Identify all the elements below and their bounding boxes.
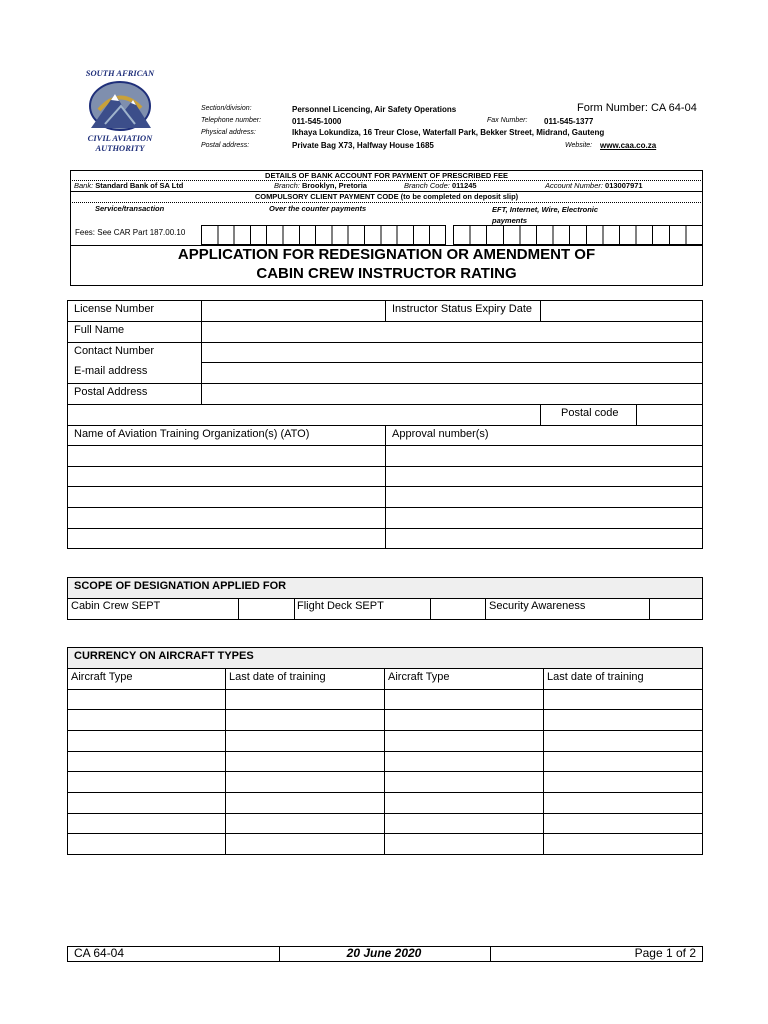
postal-address-field[interactable] xyxy=(202,384,702,404)
caa-logo xyxy=(78,68,162,156)
counter-payment-code-boxes[interactable] xyxy=(201,225,446,245)
postal-address-label: Postal address: xyxy=(201,142,250,149)
section-value: Personnel Licencing, Air Safety Operations xyxy=(292,105,457,114)
branch-value: Brooklyn, Pretoria xyxy=(301,181,367,190)
eft-payments-label: EFT, Internet, Wire, Electronic payments xyxy=(492,205,599,225)
mountain-globe-icon xyxy=(85,80,155,132)
approval-number-header: Approval number(s) xyxy=(392,428,489,440)
logo-text-top: SOUTH AFRICAN xyxy=(85,68,155,78)
security-awareness-label: Security Awareness xyxy=(489,600,586,612)
footer-form-code: CA 64-04 xyxy=(74,946,125,960)
currency-title: CURRENCY ON AIRCRAFT TYPES xyxy=(74,650,254,662)
currency-col-aircraft-type-2: Aircraft Type xyxy=(388,671,450,683)
section-label: Section/division: xyxy=(201,105,252,112)
ato-name-header: Name of Aviation Training Organization(s) (ATO) xyxy=(74,428,310,440)
branch-code-label: Branch Code: xyxy=(404,181,450,190)
branch-label: Branch: xyxy=(274,181,300,190)
currency-col-last-training-1: Last date of training xyxy=(229,671,326,683)
payment-code-title: COMPULSORY CLIENT PAYMENT CODE (to be completed on deposit slip) xyxy=(254,192,519,201)
website-link[interactable]: www.caa.co.za xyxy=(600,141,657,150)
account-number-value: 013007971 xyxy=(605,181,643,190)
contact-number-field[interactable] xyxy=(202,343,702,362)
postal-code-label: Postal code xyxy=(561,407,619,419)
physical-address-value: Ikhaya Lokundiza, 16 Treur Close, Waterfall Park, Bekker Street, Midrand, Gauteng xyxy=(292,128,605,137)
footer-date: 20 June 2020 xyxy=(346,946,422,960)
email-label: E-mail address xyxy=(74,365,148,377)
telephone-value: 011-545-1000 xyxy=(292,117,342,126)
footer-page-number: Page 1 of 2 xyxy=(634,946,696,960)
form-number: Form Number: CA 64-04 xyxy=(577,102,697,114)
expiry-date-label: Instructor Status Expiry Date xyxy=(392,303,532,315)
currency-col-last-training-2: Last date of training xyxy=(547,671,644,683)
form-title-line1: APPLICATION FOR REDESIGNATION OR AMENDMENT OF xyxy=(177,246,596,263)
flight-deck-sept-label: Flight Deck SEPT xyxy=(297,600,384,612)
postal-address-value: Private Bag X73, Halfway House 1685 xyxy=(292,141,434,150)
contact-number-label: Contact Number xyxy=(74,345,155,357)
expiry-date-field[interactable] xyxy=(541,301,702,321)
license-number-label: License Number xyxy=(74,303,155,315)
currency-col-aircraft-type-1: Aircraft Type xyxy=(71,671,133,683)
fax-value: 011-545-1377 xyxy=(544,117,594,126)
website-label: Website: xyxy=(565,142,593,149)
logo-text-authority: AUTHORITY xyxy=(95,143,145,153)
email-field[interactable] xyxy=(202,363,702,383)
postal-address-label-field: Postal Address xyxy=(74,386,148,398)
license-number-field[interactable] xyxy=(202,301,386,321)
full-name-field[interactable] xyxy=(202,322,702,342)
logo-text-civil: CIVIL AVIATION xyxy=(87,133,153,143)
postal-code-field[interactable] xyxy=(637,405,702,425)
fees-label: Fees: See CAR Part 187.00.10 xyxy=(75,228,186,237)
account-number-label: Account Number: xyxy=(545,181,603,190)
telephone-label: Telephone number: xyxy=(201,117,262,124)
security-awareness-checkbox[interactable] xyxy=(650,599,702,619)
fax-label: Fax Number: xyxy=(487,117,528,124)
cabin-crew-sept-label: Cabin Crew SEPT xyxy=(71,600,161,612)
cabin-crew-sept-checkbox[interactable] xyxy=(239,599,293,619)
scope-title: SCOPE OF DESIGNATION APPLIED FOR xyxy=(74,580,287,592)
bank-details-title: DETAILS OF BANK ACCOUNT FOR PAYMENT OF PRESCRIBED FEE xyxy=(265,171,508,180)
postal-address-field-line2[interactable] xyxy=(68,405,540,425)
bank-label: Bank: xyxy=(74,181,94,190)
full-name-label: Full Name xyxy=(74,324,125,336)
branch-code-value: 011245 xyxy=(451,181,477,190)
bank-value: Standard Bank of SA Ltd xyxy=(95,181,184,190)
flight-deck-sept-checkbox[interactable] xyxy=(431,599,485,619)
form-title-line2: CABIN CREW INSTRUCTOR RATING xyxy=(256,265,517,282)
eft-payment-code-boxes[interactable] xyxy=(453,225,703,245)
physical-address-label: Physical address: xyxy=(201,129,256,136)
counter-payments-label: Over the counter payments xyxy=(269,204,367,213)
service-label: Service/transaction xyxy=(95,204,165,213)
